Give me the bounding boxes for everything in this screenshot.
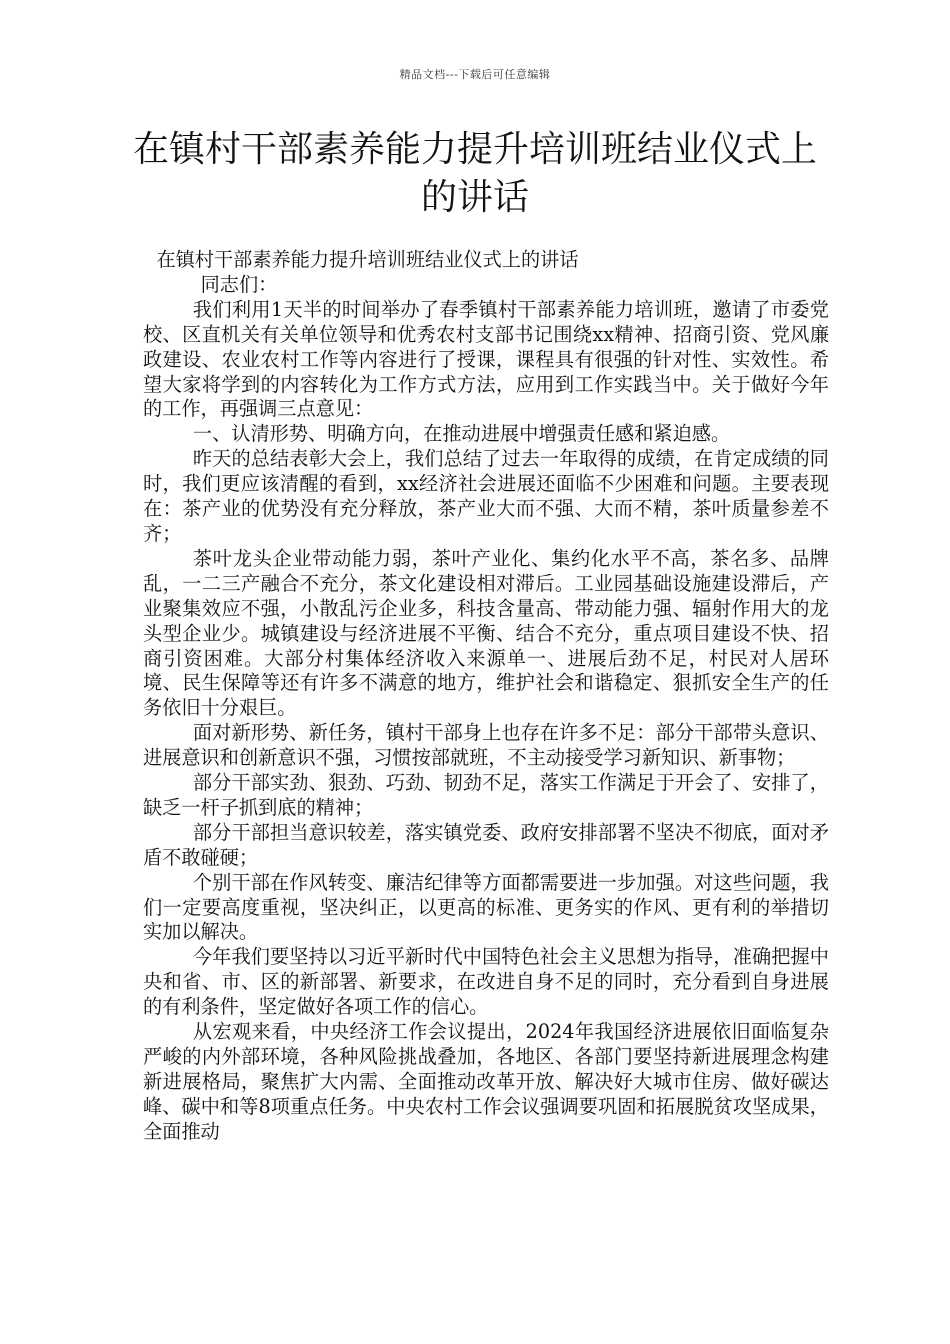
salutation: 同志们： <box>200 272 278 296</box>
document-body <box>143 248 829 1145</box>
paragraph: 昨天的总结表彰大会上，我们总结了过去一年取得的成绩，在肯定成绩的同时，我们更应该清醒的看到，xx经济社会进展还面临不少困难和问题。主要表现在：茶产业的优势没有充分释放，茶产业大而不强、大而不精，茶叶质量参差不齐； <box>143 447 829 545</box>
paragraph: 茶叶龙头企业带动能力弱，茶叶产业化、集约化水平不高，茶名多、品牌乱，一二三产融合不充分，茶文化建设相对滞后。工业园基础设施建设滞后，产业聚集效应不强，小散乱污企业多，科技含量高、带动能力强、辐射作用大的龙头型企业少。城镇建设与经济进展不平衡、结合不充分，重点项目建设不快、招商引资困难。大部分村集体经济收入来源单一、进展后劲不足，村民对人居环境、民生保障等还有许多不满意的地方，维护社会和谐稳定、狠抓安全生产的任务依旧十分艰巨。 <box>143 546 829 720</box>
paragraph: 面对新形势、新任务，镇村干部身上也存在许多不足：部分干部带头意识、进展意识和创新意识不强，习惯按部就班，不主动接受学习新知识、新事物； <box>143 721 829 770</box>
paragraph: 从宏观来看，中央经济工作会议提出，2024年我国经济进展依旧面临复杂严峻的内外部环境，各种风险挑战叠加，各地区、各部门要坚持新进展理念构建新进展格局，聚焦扩大内需、全面推动改革开放、解决好大城市住房、做好碳达峰、碳中和等8项重点任务。中央农村工作会议强调要巩固和拓展脱贫攻坚成果，全面推动 <box>143 1020 829 1143</box>
header-note: 精品文档---下载后可任意编辑 <box>399 68 551 81</box>
paragraph: 今年我们要坚持以习近平新时代中国特色社会主义思想为指导，准确把握中央和省、市、区的新部署、新要求，在改进自身不足的同时，充分看到自身进展的有利条件，坚定做好各项工作的信心。 <box>143 945 829 1019</box>
paragraph: 个别干部在作风转变、廉洁纪律等方面都需要进一步加强。对这些问题，我们一定要高度重视，坚决纠正，以更高的标准、更务实的作风、更有利的举措切实加以解决。 <box>143 870 829 944</box>
paragraph: 部分干部实劲、狠劲、巧劲、韧劲不足，落实工作满足于开会了、安排了，缺乏一杆子抓到底的精神； <box>143 771 829 819</box>
paragraph: 我们利用1天半的时间举办了春季镇村干部素养能力培训班，邀请了市委党校、区直机关有关单位领导和优秀农村支部书记围绕xx精神、招商引资、党风廉政建设、农业农村工作等内容进行了授课，课程具有很强的针对性、实效性。希望大家将学到的内容转化为工作方式方法，应用到工作实践当中。关于做好今年的工作，再强调三点意见： <box>143 297 829 421</box>
speech-subtitle: 在镇村干部素养能力提升培训班结业仪式上的讲话 <box>156 248 579 271</box>
paragraph: 部分干部担当意识较差，落实镇党委、政府安排部署不坚决不彻底，面对矛盾不敢碰硬； <box>143 820 829 869</box>
document-title: 在镇村干部素养能力提升培训班结业仪式上的讲话 <box>132 129 817 218</box>
section-heading: 一、认清形势、明确方向，在推动进展中增强责任感和紧迫感。 <box>192 422 731 446</box>
